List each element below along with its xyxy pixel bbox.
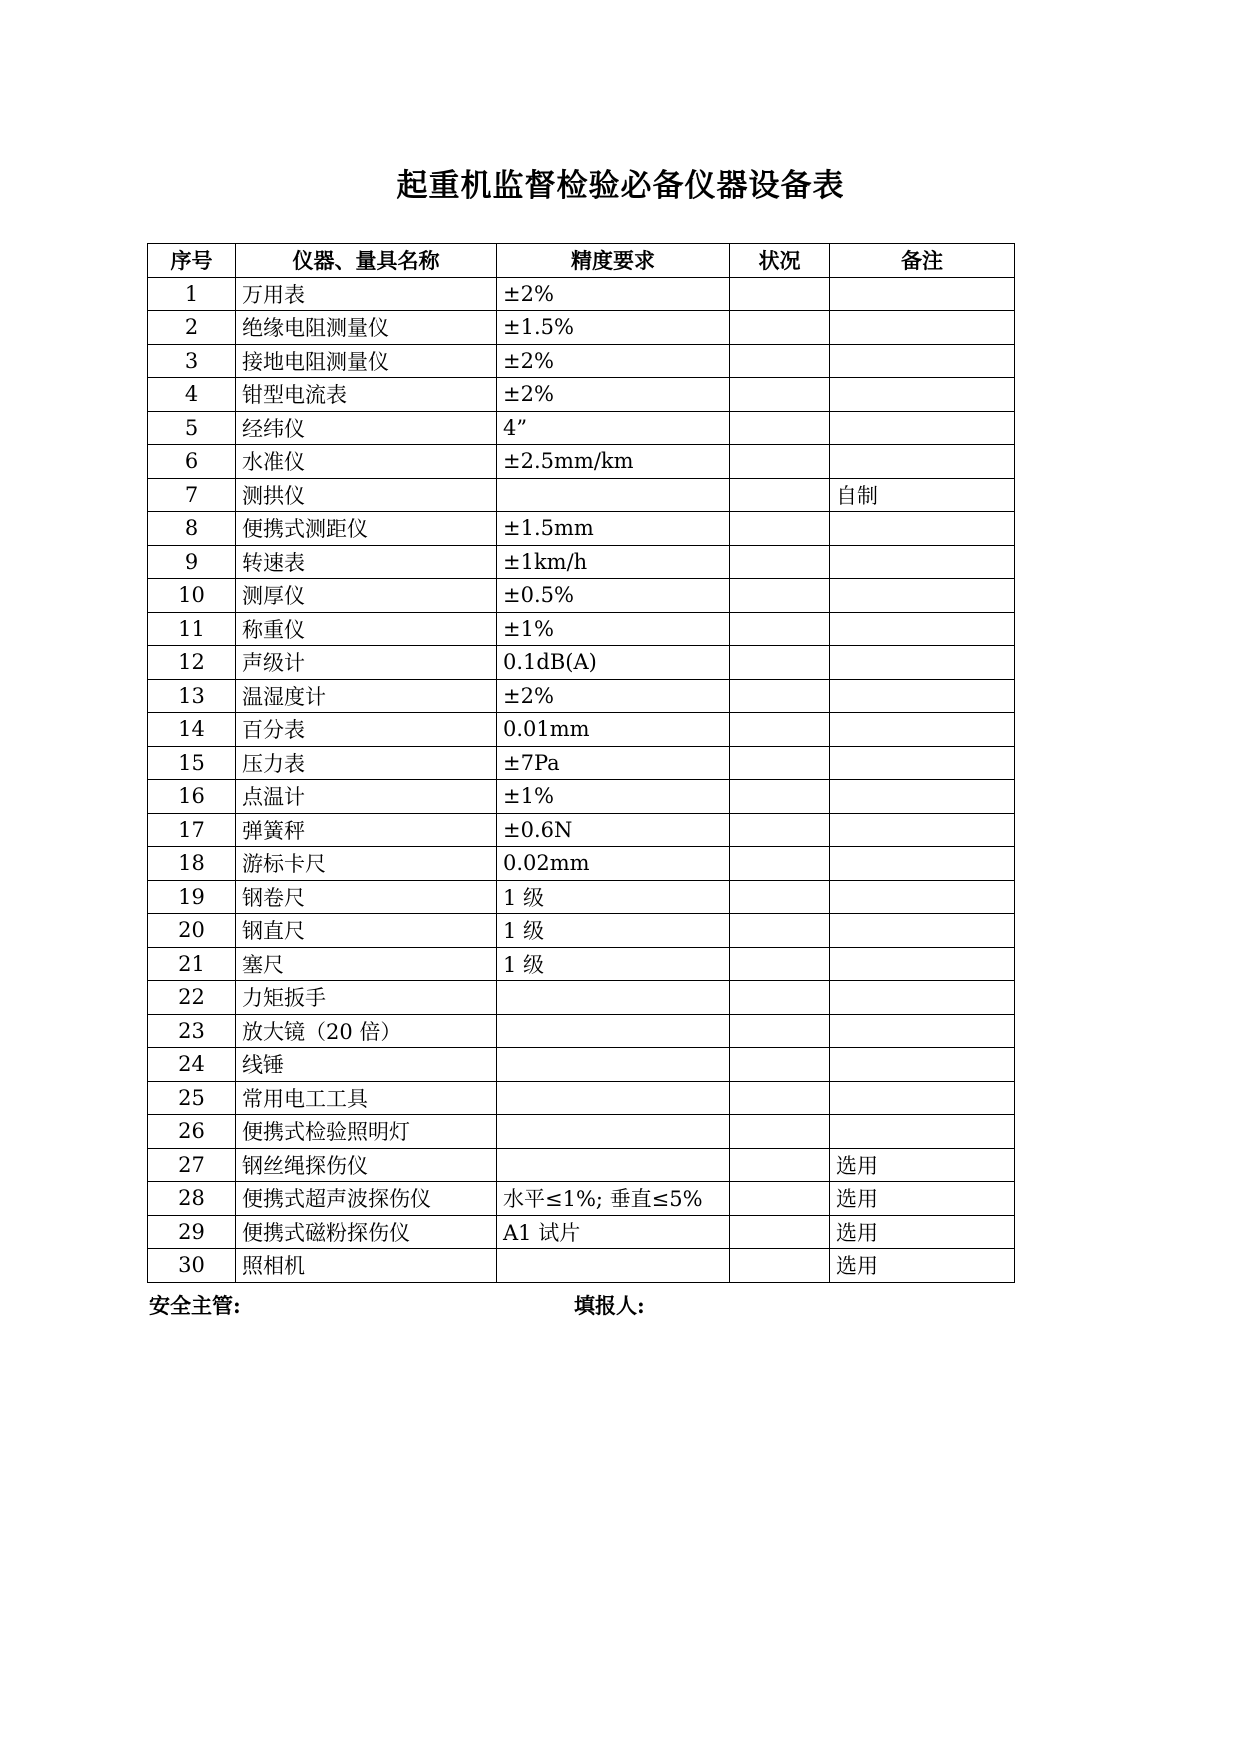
cell-remark <box>830 1048 1015 1082</box>
cell-accuracy <box>497 1115 730 1149</box>
table-row <box>148 1182 1015 1216</box>
cell-accuracy: ±2% <box>497 344 730 378</box>
table-row <box>148 612 1015 646</box>
cell-status <box>730 579 830 613</box>
header-accuracy: 精度要求 <box>497 244 730 278</box>
cell-remark <box>830 679 1015 713</box>
cell-name: 水准仪 <box>236 445 497 479</box>
cell-accuracy: A1 试片 <box>497 1215 730 1249</box>
cell-no: 11 <box>148 612 236 646</box>
table-row <box>148 780 1015 814</box>
cell-status <box>730 713 830 747</box>
cell-status <box>730 1048 830 1082</box>
table-row <box>148 344 1015 378</box>
cell-no: 9 <box>148 545 236 579</box>
cell-accuracy: ±0.6N <box>497 813 730 847</box>
cell-name: 便携式超声波探伤仪 <box>236 1182 497 1216</box>
cell-no: 25 <box>148 1081 236 1115</box>
cell-remark <box>830 378 1015 412</box>
cell-accuracy: ±1.5% <box>497 311 730 345</box>
cell-no: 24 <box>148 1048 236 1082</box>
cell-status <box>730 813 830 847</box>
cell-accuracy: 0.01mm <box>497 713 730 747</box>
table-row <box>148 579 1015 613</box>
cell-status <box>730 1182 830 1216</box>
cell-status <box>730 545 830 579</box>
cell-remark <box>830 746 1015 780</box>
cell-no: 1 <box>148 277 236 311</box>
cell-name: 万用表 <box>236 277 497 311</box>
cell-no: 7 <box>148 478 236 512</box>
cell-no: 22 <box>148 981 236 1015</box>
cell-no: 2 <box>148 311 236 345</box>
cell-name: 塞尺 <box>236 947 497 981</box>
cell-status <box>730 746 830 780</box>
cell-name: 钢卷尺 <box>236 880 497 914</box>
cell-accuracy: 0.1dB(A) <box>497 646 730 680</box>
table-row <box>148 947 1015 981</box>
cell-accuracy: ±7Pa <box>497 746 730 780</box>
cell-status <box>730 914 830 948</box>
cell-no: 3 <box>148 344 236 378</box>
cell-name: 测厚仪 <box>236 579 497 613</box>
table-row <box>148 545 1015 579</box>
cell-remark <box>830 445 1015 479</box>
cell-name: 转速表 <box>236 545 497 579</box>
cell-name: 钳型电流表 <box>236 378 497 412</box>
cell-accuracy: ±1km/h <box>497 545 730 579</box>
cell-no: 10 <box>148 579 236 613</box>
equipment-table <box>147 243 1015 1283</box>
cell-name: 照相机 <box>236 1249 497 1283</box>
cell-status <box>730 311 830 345</box>
cell-name: 弹簧秤 <box>236 813 497 847</box>
cell-status <box>730 1081 830 1115</box>
cell-accuracy: 水平≤1%; 垂直≤5% <box>497 1182 730 1216</box>
cell-status <box>730 981 830 1015</box>
table-row <box>148 813 1015 847</box>
cell-accuracy: ±0.5% <box>497 579 730 613</box>
cell-name: 钢丝绳探伤仪 <box>236 1148 497 1182</box>
cell-accuracy: 1 级 <box>497 880 730 914</box>
cell-accuracy: ±2% <box>497 277 730 311</box>
cell-remark <box>830 880 1015 914</box>
table-row <box>148 679 1015 713</box>
table-row <box>148 1081 1015 1115</box>
cell-status <box>730 1148 830 1182</box>
safety-supervisor-label: 安全主管: <box>149 1293 241 1318</box>
cell-name: 称重仪 <box>236 612 497 646</box>
cell-accuracy: 1 级 <box>497 914 730 948</box>
cell-no: 27 <box>148 1148 236 1182</box>
table-row <box>148 445 1015 479</box>
cell-status <box>730 847 830 881</box>
cell-status <box>730 411 830 445</box>
cell-no: 17 <box>148 813 236 847</box>
cell-remark <box>830 1081 1015 1115</box>
table-row <box>148 411 1015 445</box>
cell-name: 百分表 <box>236 713 497 747</box>
cell-no: 13 <box>148 679 236 713</box>
header-name: 仪器、量具名称 <box>236 244 497 278</box>
cell-status <box>730 378 830 412</box>
table-row <box>148 311 1015 345</box>
cell-no: 28 <box>148 1182 236 1216</box>
cell-status <box>730 344 830 378</box>
cell-name: 压力表 <box>236 746 497 780</box>
cell-no: 26 <box>148 1115 236 1149</box>
cell-name: 点温计 <box>236 780 497 814</box>
cell-status <box>730 612 830 646</box>
cell-remark <box>830 579 1015 613</box>
cell-name: 放大镜（20 倍） <box>236 1014 497 1048</box>
table-row <box>148 746 1015 780</box>
cell-accuracy: ±2.5mm/km <box>497 445 730 479</box>
cell-status <box>730 277 830 311</box>
cell-name: 便携式磁粉探伤仪 <box>236 1215 497 1249</box>
cell-accuracy: ±2% <box>497 679 730 713</box>
cell-name: 接地电阻测量仪 <box>236 344 497 378</box>
cell-accuracy: ±1.5mm <box>497 512 730 546</box>
table-row <box>148 1048 1015 1082</box>
cell-remark <box>830 277 1015 311</box>
cell-remark <box>830 311 1015 345</box>
cell-no: 15 <box>148 746 236 780</box>
cell-remark: 选用 <box>830 1182 1015 1216</box>
cell-no: 23 <box>148 1014 236 1048</box>
cell-no: 12 <box>148 646 236 680</box>
cell-name: 经纬仪 <box>236 411 497 445</box>
cell-accuracy: ±1% <box>497 612 730 646</box>
cell-status <box>730 512 830 546</box>
cell-no: 8 <box>148 512 236 546</box>
cell-remark <box>830 780 1015 814</box>
header-remark: 备注 <box>830 244 1015 278</box>
cell-no: 21 <box>148 947 236 981</box>
cell-name: 绝缘电阻测量仪 <box>236 311 497 345</box>
cell-no: 5 <box>148 411 236 445</box>
cell-accuracy: ±1% <box>497 780 730 814</box>
cell-status <box>730 478 830 512</box>
table-row <box>148 914 1015 948</box>
table-row <box>148 378 1015 412</box>
cell-status <box>730 947 830 981</box>
cell-name: 线锤 <box>236 1048 497 1082</box>
cell-remark <box>830 612 1015 646</box>
cell-status <box>730 880 830 914</box>
cell-status <box>730 1249 830 1283</box>
cell-remark <box>830 847 1015 881</box>
cell-remark <box>830 411 1015 445</box>
cell-remark <box>830 947 1015 981</box>
cell-status <box>730 780 830 814</box>
cell-name: 便携式测距仪 <box>236 512 497 546</box>
table-row <box>148 646 1015 680</box>
cell-accuracy: 1 级 <box>497 947 730 981</box>
cell-no: 20 <box>148 914 236 948</box>
cell-remark: 选用 <box>830 1215 1015 1249</box>
table-row <box>148 1014 1015 1048</box>
cell-name: 温湿度计 <box>236 679 497 713</box>
cell-remark <box>830 344 1015 378</box>
cell-accuracy: ±2% <box>497 378 730 412</box>
cell-remark <box>830 813 1015 847</box>
cell-remark <box>830 512 1015 546</box>
header-no: 序号 <box>148 244 236 278</box>
cell-name: 游标卡尺 <box>236 847 497 881</box>
cell-accuracy <box>497 1249 730 1283</box>
cell-status <box>730 1215 830 1249</box>
cell-remark <box>830 646 1015 680</box>
table-row <box>148 713 1015 747</box>
cell-accuracy: 0.02mm <box>497 847 730 881</box>
cell-remark: 自制 <box>830 478 1015 512</box>
reporter-label: 填报人: <box>574 1293 645 1318</box>
cell-accuracy <box>497 1014 730 1048</box>
cell-remark: 选用 <box>830 1249 1015 1283</box>
cell-remark <box>830 545 1015 579</box>
table-row <box>148 512 1015 546</box>
table-row <box>148 1148 1015 1182</box>
cell-no: 18 <box>148 847 236 881</box>
cell-accuracy <box>497 478 730 512</box>
table-body <box>148 277 1015 1282</box>
cell-accuracy <box>497 1081 730 1115</box>
cell-accuracy <box>497 981 730 1015</box>
cell-status <box>730 679 830 713</box>
cell-name: 便携式检验照明灯 <box>236 1115 497 1149</box>
cell-status <box>730 445 830 479</box>
cell-remark <box>830 1115 1015 1149</box>
cell-accuracy: 4” <box>497 411 730 445</box>
cell-name: 力矩扳手 <box>236 981 497 1015</box>
table-row <box>148 1249 1015 1283</box>
cell-no: 16 <box>148 780 236 814</box>
cell-accuracy <box>497 1048 730 1082</box>
table-row <box>148 1215 1015 1249</box>
cell-accuracy <box>497 1148 730 1182</box>
cell-no: 29 <box>148 1215 236 1249</box>
table-row <box>148 478 1015 512</box>
cell-no: 6 <box>148 445 236 479</box>
table-row <box>148 880 1015 914</box>
page-title: 起重机监督检验必备仪器设备表 <box>396 168 845 204</box>
table-header-row <box>148 244 1015 278</box>
cell-remark <box>830 981 1015 1015</box>
cell-status <box>730 646 830 680</box>
cell-no: 4 <box>148 378 236 412</box>
table-row <box>148 847 1015 881</box>
table-row <box>148 277 1015 311</box>
cell-status <box>730 1014 830 1048</box>
cell-no: 14 <box>148 713 236 747</box>
cell-name: 钢直尺 <box>236 914 497 948</box>
table-row <box>148 1115 1015 1149</box>
cell-no: 19 <box>148 880 236 914</box>
cell-no: 30 <box>148 1249 236 1283</box>
cell-name: 测拱仪 <box>236 478 497 512</box>
cell-remark: 选用 <box>830 1148 1015 1182</box>
cell-remark <box>830 713 1015 747</box>
cell-remark <box>830 914 1015 948</box>
header-status: 状况 <box>730 244 830 278</box>
cell-status <box>730 1115 830 1149</box>
cell-remark <box>830 1014 1015 1048</box>
cell-name: 声级计 <box>236 646 497 680</box>
table-row <box>148 981 1015 1015</box>
cell-name: 常用电工工具 <box>236 1081 497 1115</box>
